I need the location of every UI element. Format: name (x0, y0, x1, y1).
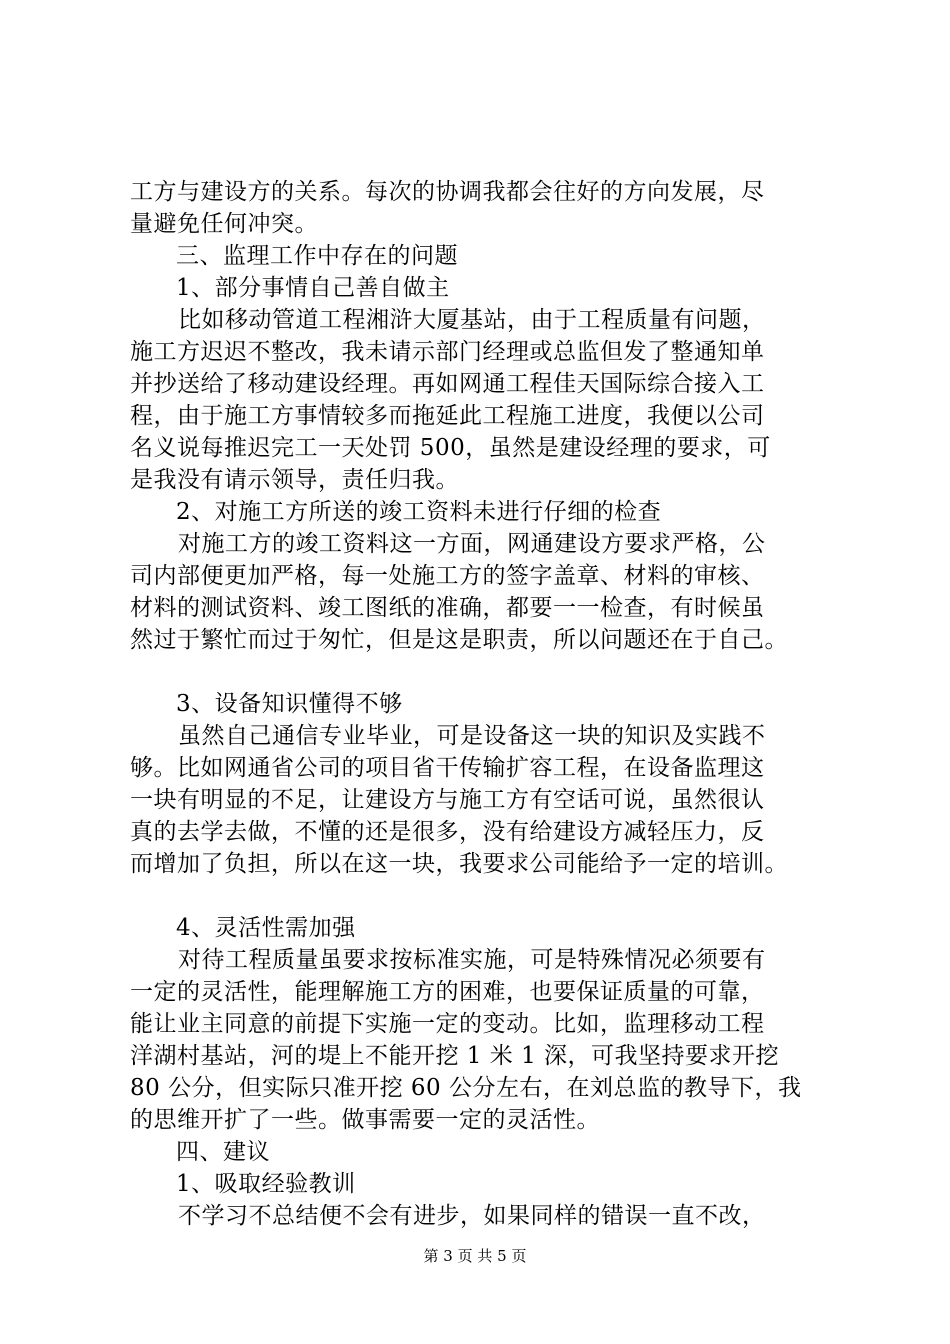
text-line: 虽然自己通信专业毕业，可是设备这一块的知识及实践不 (178, 723, 766, 749)
text-line: 不学习不总结便不会有进步，如果同样的错误一直不改， (178, 1203, 766, 1229)
text-line: 而增加了负担，所以在这一块，我要求公司能给予一定的培训。 (130, 851, 788, 877)
section-heading: 三、监理工作中存在的问题 (176, 243, 458, 269)
subsection-heading: 2、对施工方所送的竣工资料未进行仔细的检查 (176, 499, 662, 525)
text-line: 并抄送给了移动建设经理。再如网通工程佳天国际综合接入工 (130, 371, 765, 397)
text-line: 真的去学去做，不懂的还是很多，没有给建设方减轻压力，反 (130, 819, 765, 845)
subsection-heading: 3、设备知识懂得不够 (176, 691, 403, 717)
text-line: 洋湖村基站，河的堤上不能开挖 1 米 1 深，可我坚持要求开挖 (130, 1043, 780, 1069)
text-line: 然过于繁忙而过于匆忙，但是这是职责，所以问题还在于自己。 (130, 627, 788, 653)
text-line: 是我没有请示领导，责任归我。 (130, 467, 459, 493)
subsection-heading: 4、灵活性需加强 (176, 915, 356, 941)
text-line: 司内部便更加严格，每一处施工方的签字盖章、材料的审核、 (130, 563, 765, 589)
page-number-footer: 第 3 页 共 5 页 (423, 1247, 527, 1265)
text-line: 的思维开扩了一些。做事需要一定的灵活性。 (130, 1107, 600, 1133)
text-line: 量避免任何冲突。 (130, 211, 318, 237)
text-line: 材料的测试资料、竣工图纸的准确，都要一一检查，有时候虽 (130, 595, 765, 621)
text-line: 80 公分，但实际只准开挖 60 公分左右，在刘总监的教导下，我 (130, 1075, 802, 1101)
text-line: 对待工程质量虽要求按标准实施，可是特殊情况必须要有 (178, 947, 766, 973)
subsection-heading: 1、吸取经验教训 (176, 1171, 356, 1197)
text-line: 程，由于施工方事情较多而拖延此工程施工进度，我便以公司 (130, 403, 765, 429)
text-line: 比如移动管道工程湘浒大厦基站，由于工程质量有问题， (178, 307, 766, 333)
section-heading: 四、建议 (176, 1139, 270, 1165)
text-line: 工方与建设方的关系。每次的协调我都会往好的方向发展，尽 (130, 179, 765, 205)
text-line: 一块有明显的不足，让建设方与施工方有空话可说，虽然很认 (130, 787, 765, 813)
text-line: 施工方迟迟不整改，我未请示部门经理或总监但发了整通知单 (130, 339, 765, 365)
text-line: 够。比如网通省公司的项目省干传输扩容工程，在设备监理这 (130, 755, 765, 781)
subsection-heading: 1、部分事情自己善自做主 (176, 275, 450, 301)
text-line: 对施工方的竣工资料这一方面，网通建设方要求严格，公 (178, 531, 766, 557)
text-line: 一定的灵活性，能理解施工方的困难，也要保证质量的可靠， (130, 979, 765, 1005)
text-line: 能让业主同意的前提下实施一定的变动。比如，监理移动工程 (130, 1011, 765, 1037)
text-line: 名义说每推迟完工一天处罚 500，虽然是建设经理的要求，可 (130, 435, 771, 461)
